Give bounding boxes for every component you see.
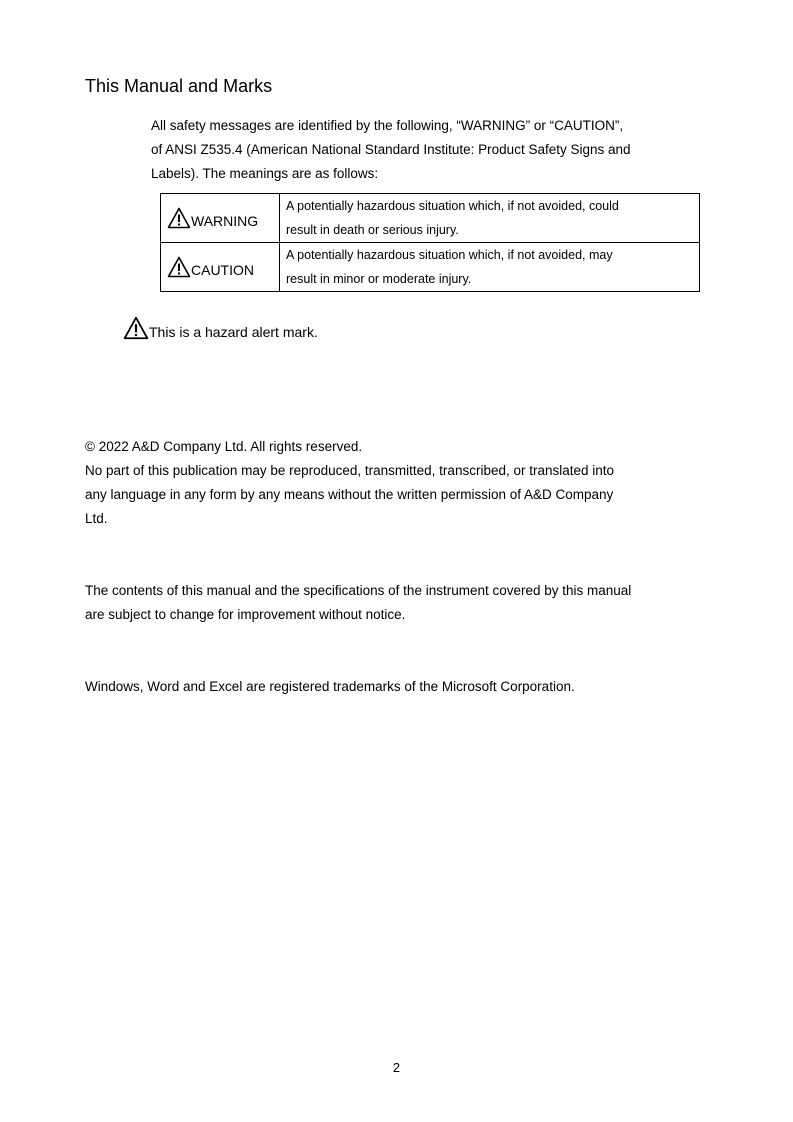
trademark-line: Windows, Word and Excel are registered trademarks of the Microsoft Corporation. <box>85 679 575 694</box>
signal-word-cell <box>161 194 280 243</box>
intro-line: Labels). The meanings are as follows: <box>151 166 379 181</box>
table-row-caution <box>161 243 700 292</box>
hazard-alert-note <box>123 316 318 340</box>
copyright-line: No part of this publication may be reproduced, transmitted, transcribed, or translated into <box>85 463 615 478</box>
hazard-alert-icon <box>123 316 149 340</box>
hazard-alert-text: This is a hazard alert mark. <box>149 324 318 340</box>
table-row-warning <box>161 194 700 243</box>
warning-triangle-icon <box>167 256 191 278</box>
signal-description-cell <box>280 194 700 243</box>
copyright-line: © 2022 A&D Company Ltd. All rights reserved. <box>85 439 363 454</box>
description-line: result in minor or moderate injury. <box>286 272 472 286</box>
trademark-paragraph <box>85 675 685 699</box>
copyright-line: any language in any form by any means without the written permission of A&D Company <box>85 487 614 502</box>
page-title: This Manual and Marks <box>85 76 273 96</box>
description-line: result in death or serious injury. <box>286 223 459 237</box>
signal-word-label: WARNING <box>191 213 259 229</box>
signal-word-label: CAUTION <box>191 262 254 278</box>
warning-triangle-icon <box>167 207 191 229</box>
notice-line: are subject to change for improvement without notice. <box>85 607 406 622</box>
signal-description-cell <box>280 243 700 292</box>
description-line: A potentially hazardous situation which, if not avoided, may <box>286 248 613 262</box>
copyright-line: Ltd. <box>85 511 108 526</box>
change-notice-paragraph <box>85 579 685 627</box>
signal-word-cell <box>161 243 280 292</box>
intro-paragraph <box>151 114 671 186</box>
intro-line: of ANSI Z535.4 (American National Standard Institute: Product Safety Signs and <box>151 142 631 157</box>
page-number: 2 <box>392 1060 401 1075</box>
intro-line: All safety messages are identified by the following, “WARNING” or “CAUTION”, <box>151 118 624 133</box>
signal-word-table <box>160 193 700 292</box>
description-line: A potentially hazardous situation which, if not avoided, could <box>286 199 619 213</box>
notice-line: The contents of this manual and the specifications of the instrument covered by this manual <box>85 583 632 598</box>
copyright-paragraph <box>85 435 685 531</box>
